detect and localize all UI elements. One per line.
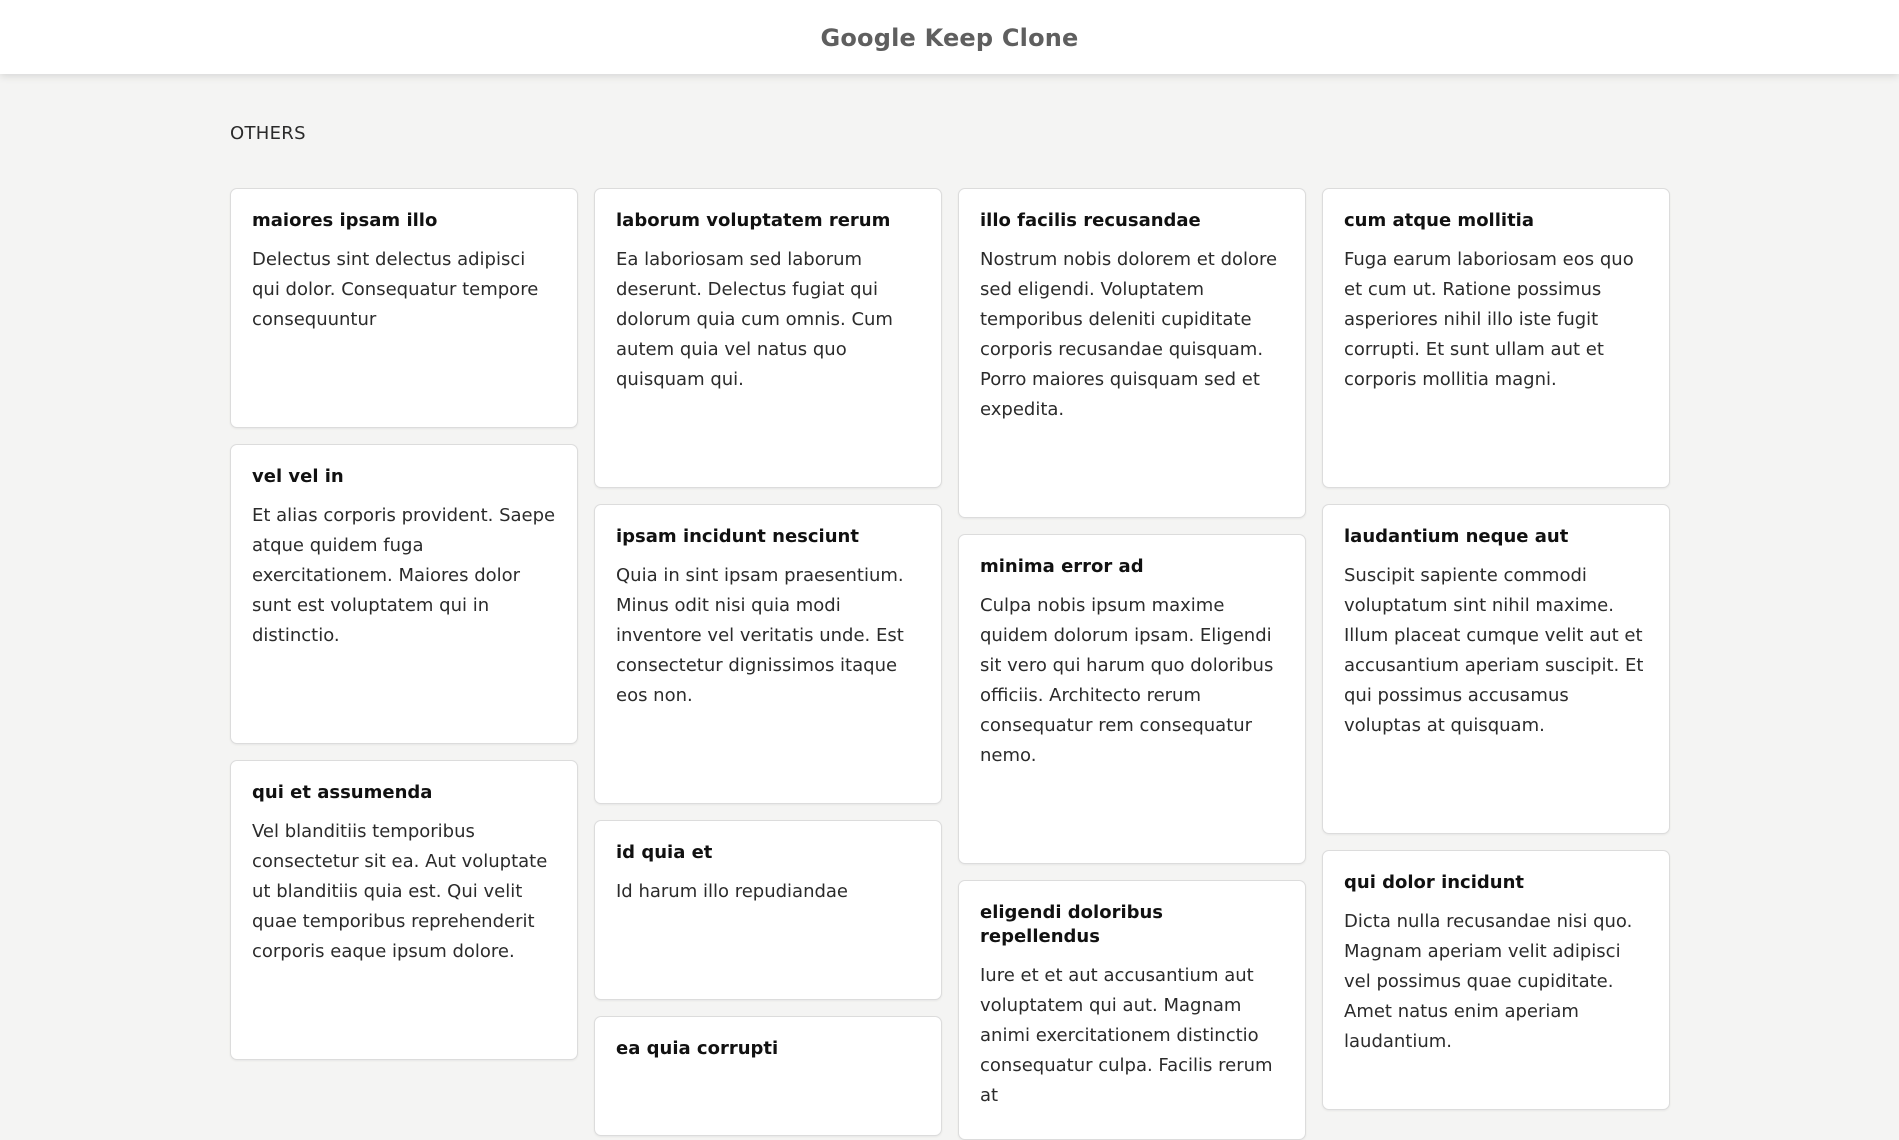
note-body: Vel blanditiis temporibus consectetur sit ea. Aut voluptate ut blanditiis quia est. Qui velit quae temporibus reprehenderit corporis eaque ipsum dolore.: [252, 821, 548, 962]
note-card[interactable]: [230, 444, 578, 744]
note-title: maiores ipsam illo: [252, 210, 438, 231]
note-title: qui et assumenda: [252, 782, 433, 803]
note-body: Culpa nobis ipsum maxime quidem dolorum ipsam. Eligendi sit vero qui harum quo doloribus officiis. Architecto rerum consequatur rem consequatur nemo.: [980, 595, 1274, 766]
note-title: ea quia corrupti: [616, 1038, 779, 1059]
note-body: Et alias corporis provident. Saepe atque quidem fuga exercitationem. Maiores dolor sunt est voluptatem qui in distinctio.: [252, 505, 556, 646]
section-label-others: OTHERS: [230, 123, 306, 144]
note-card[interactable]: [1322, 850, 1670, 1110]
note-card[interactable]: [594, 1016, 942, 1136]
note-body: Id harum illo repudiandae: [616, 881, 849, 902]
note-card[interactable]: [1322, 188, 1670, 488]
note-body: Delectus sint delectus adipisci qui dolor. Consequatur tempore consequuntur: [252, 249, 539, 330]
note-title: minima error ad: [980, 556, 1144, 577]
app-header: [0, 0, 1899, 74]
note-title: ipsam incidunt nesciunt: [616, 526, 859, 547]
note-title: vel vel in: [252, 466, 344, 487]
note-card[interactable]: [958, 534, 1306, 864]
note-body: Ea laboriosam sed laborum deserunt. Delectus fugiat qui dolorum quia cum omnis. Cum autem quia vel natus quo quisquam qui.: [616, 249, 893, 390]
note-title: laudantium neque aut: [1344, 526, 1569, 547]
note-title: cum atque mollitia: [1344, 210, 1534, 231]
note-title: id quia et: [616, 842, 713, 863]
note-body: Iure et et aut accusantium aut voluptatem qui aut. Magnam animi exercitationem distinctio consequatur culpa. Facilis rerum at: [980, 965, 1273, 1106]
note-card[interactable]: [594, 188, 942, 488]
note-title: qui dolor incidunt: [1344, 872, 1525, 893]
note-card[interactable]: [1322, 504, 1670, 834]
note-card[interactable]: [958, 188, 1306, 518]
note-card[interactable]: [594, 504, 942, 804]
note-body: Fuga earum laboriosam eos quo et cum ut. Ratione possimus asperiores nihil illo iste fugit corrupti. Et sunt ullam aut et corporis mollitia magni.: [1344, 249, 1634, 390]
note-title: laborum voluptatem rerum: [616, 210, 891, 231]
note-card[interactable]: [230, 760, 578, 1060]
note-title: eligendi doloribus repellendus: [980, 902, 1164, 947]
note-card[interactable]: [230, 188, 578, 428]
app-title: Google Keep Clone: [820, 24, 1079, 52]
note-title: illo facilis recusandae: [980, 210, 1201, 231]
note-body: Quia in sint ipsam praesentium. Minus odit nisi quia modi inventore vel veritatis unde. Est consectetur dignissimos itaque eos non.: [616, 565, 904, 706]
note-card[interactable]: [594, 820, 942, 1000]
note-body: Nostrum nobis dolorem et dolore sed eligendi. Voluptatem temporibus deleniti cupiditate corporis recusandae quisquam. Porro maiores quisquam sed et expedita.: [980, 249, 1278, 420]
note-body: Suscipit sapiente commodi voluptatum sint nihil maxime. Illum placeat cumque velit aut et accusantium aperiam suscipit. Et qui possimus accusamus voluptas at quisquam.: [1344, 565, 1644, 736]
note-card[interactable]: [958, 880, 1306, 1140]
note-body: Dicta nulla recusandae nisi quo. Magnam aperiam velit adipisci vel possimus quae cupiditate. Amet natus enim aperiam laudantium.: [1344, 911, 1633, 1052]
